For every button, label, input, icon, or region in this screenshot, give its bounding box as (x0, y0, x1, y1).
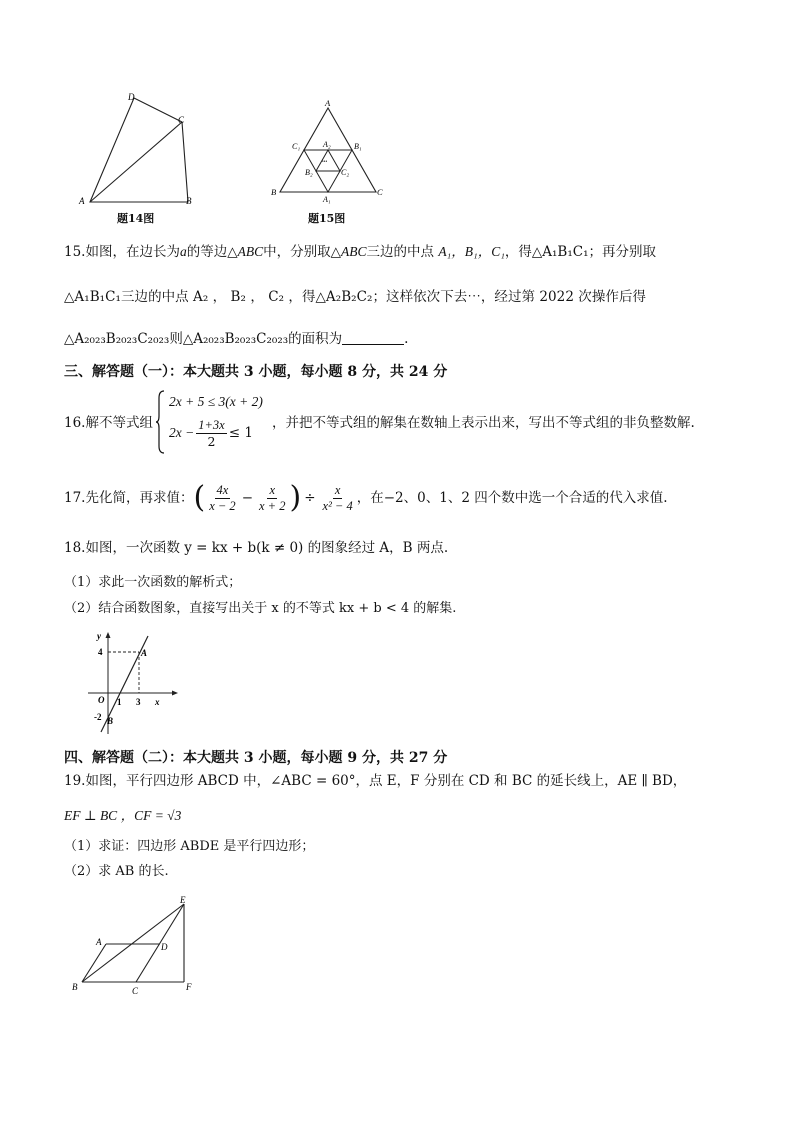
label-a: A (141, 648, 148, 658)
q15-answer-blank[interactable] (342, 330, 404, 345)
fig14-label-a: A (79, 196, 85, 206)
fig19-segment-ba (82, 944, 106, 982)
label-x: x (155, 697, 160, 707)
q15-line3: △A₂₀₂₃B₂₀₂₃C₂₀₂₃则△A₂₀₂₃B₂₀₂₃C₂₀₂₃的面积为 . (64, 331, 409, 347)
fig19-label-b: B (72, 982, 78, 992)
q19-part2: （2）求 AB 的长. (64, 864, 169, 879)
fig15-label-c1: C₁ (292, 142, 301, 151)
fig14-label-b: B (186, 196, 192, 206)
fig19-label-d: D (161, 942, 168, 952)
label-y: y (97, 631, 101, 641)
fig14-caption: 题14图 (117, 212, 155, 225)
q19-line2: EF ⊥ BC ，CF = √3 (64, 808, 182, 823)
label-4: 4 (98, 647, 103, 657)
q15-line1: 15.如图，在边长为a的等边△ABC中，分别取△ABC三边的中点 A₁，B₁，C₁，得△A₁B₁C₁；再分别取 (64, 244, 657, 260)
label-3: 3 (136, 697, 141, 707)
label-1: 1 (117, 697, 122, 707)
section-4-title: 四、解答题（二）：本大题共 3 小题，每小题 9 分，共 27 分 (64, 750, 448, 766)
q16-suffix: ，并把不等式组的解集在数轴上表示出来，写出不等式组的非负整数解. (272, 415, 695, 431)
x-axis-arrow-icon (172, 691, 178, 696)
section-3-title: 三、解答题（一）：本大题共 3 小题，每小题 8 分，共 24 分 (64, 364, 448, 380)
fig15-label-c: C (377, 187, 383, 197)
figure-19 (68, 894, 200, 998)
label-b: B (107, 716, 114, 726)
fig15-caption: 题15图 (308, 212, 346, 225)
q19-line1: 19.如图，平行四边形 ABCD 中，∠ABC = 60°，点 E，F 分别在 CD 和 BC 的延长线上，AE ∥ BD， (64, 773, 687, 789)
q17-line: 17.先化简，再求值： ( $\frac{4x}{x - 2}$ − $\frac{x}{x + 2}$ ) ÷ $\frac{x}{\text{x² − 4}}$ ，在−2、0、1、2 四个数中选一个合适的代入求值. (64, 480, 668, 515)
q16-inequality-2: 2x − $\frac{1+3x}{2}$ ≤ 1 (169, 418, 253, 449)
fig14-quadrilateral (90, 98, 188, 202)
fig19-label-c: C (132, 986, 139, 996)
q16-prefix: 16.解不等式组 (64, 415, 153, 431)
figure-14 (76, 90, 206, 210)
fig15-label-a: A (325, 98, 331, 108)
q18-part1: （1）求此一次函数的解析式； (64, 575, 242, 590)
fig14-diagonal-ac (90, 122, 182, 202)
fig14-label-c: C (178, 115, 185, 125)
label-o: O (98, 695, 105, 705)
fig15-label-a1: A₁ (323, 195, 331, 204)
brace-icon (155, 390, 165, 454)
fig15-dots: ••• (322, 160, 328, 165)
q18-part2: （2）结合函数图象，直接写出关于 x 的不等式 kx + b < 4 的解集. (64, 601, 457, 616)
figure-18-graph (84, 628, 184, 738)
y-axis-arrow-icon (106, 632, 111, 638)
fig15-label-a2: A₂ (323, 140, 331, 149)
fig19-label-f: F (186, 982, 192, 992)
fig15-label-b2: B₂ (305, 168, 313, 177)
fig15-label-b: B (271, 187, 277, 197)
q19-part1: （1）求证：四边形 ABDE 是平行四边形； (64, 839, 315, 854)
fig15-label-c2: C₂ (341, 168, 350, 177)
fig19-segment-ce (136, 904, 184, 982)
fig15-label-b1: B₁ (354, 142, 362, 151)
q15-line2: △A₁B₁C₁三边的中点 A₂ ， B₂ ， C₂ ，得△A₂B₂C₂；这样依次下去⋯，经过第 2022 次操作后得 (64, 289, 647, 305)
fig19-label-e: E (180, 895, 186, 905)
q16-inequality-system (155, 390, 275, 456)
fig14-label-d: D (128, 92, 135, 102)
label-neg2: -2 (94, 712, 102, 722)
fig19-label-a: A (96, 937, 102, 947)
figure-15 (266, 96, 390, 208)
fig15-triangle-a2b2c2 (316, 150, 340, 171)
q18-line1: 18.如图，一次函数 y = kx + b(k ≠ 0) 的图象经过 A，B 两点. (64, 540, 449, 556)
q16-inequality-1: 2x + 5 ≤ 3(x + 2) (169, 394, 263, 409)
